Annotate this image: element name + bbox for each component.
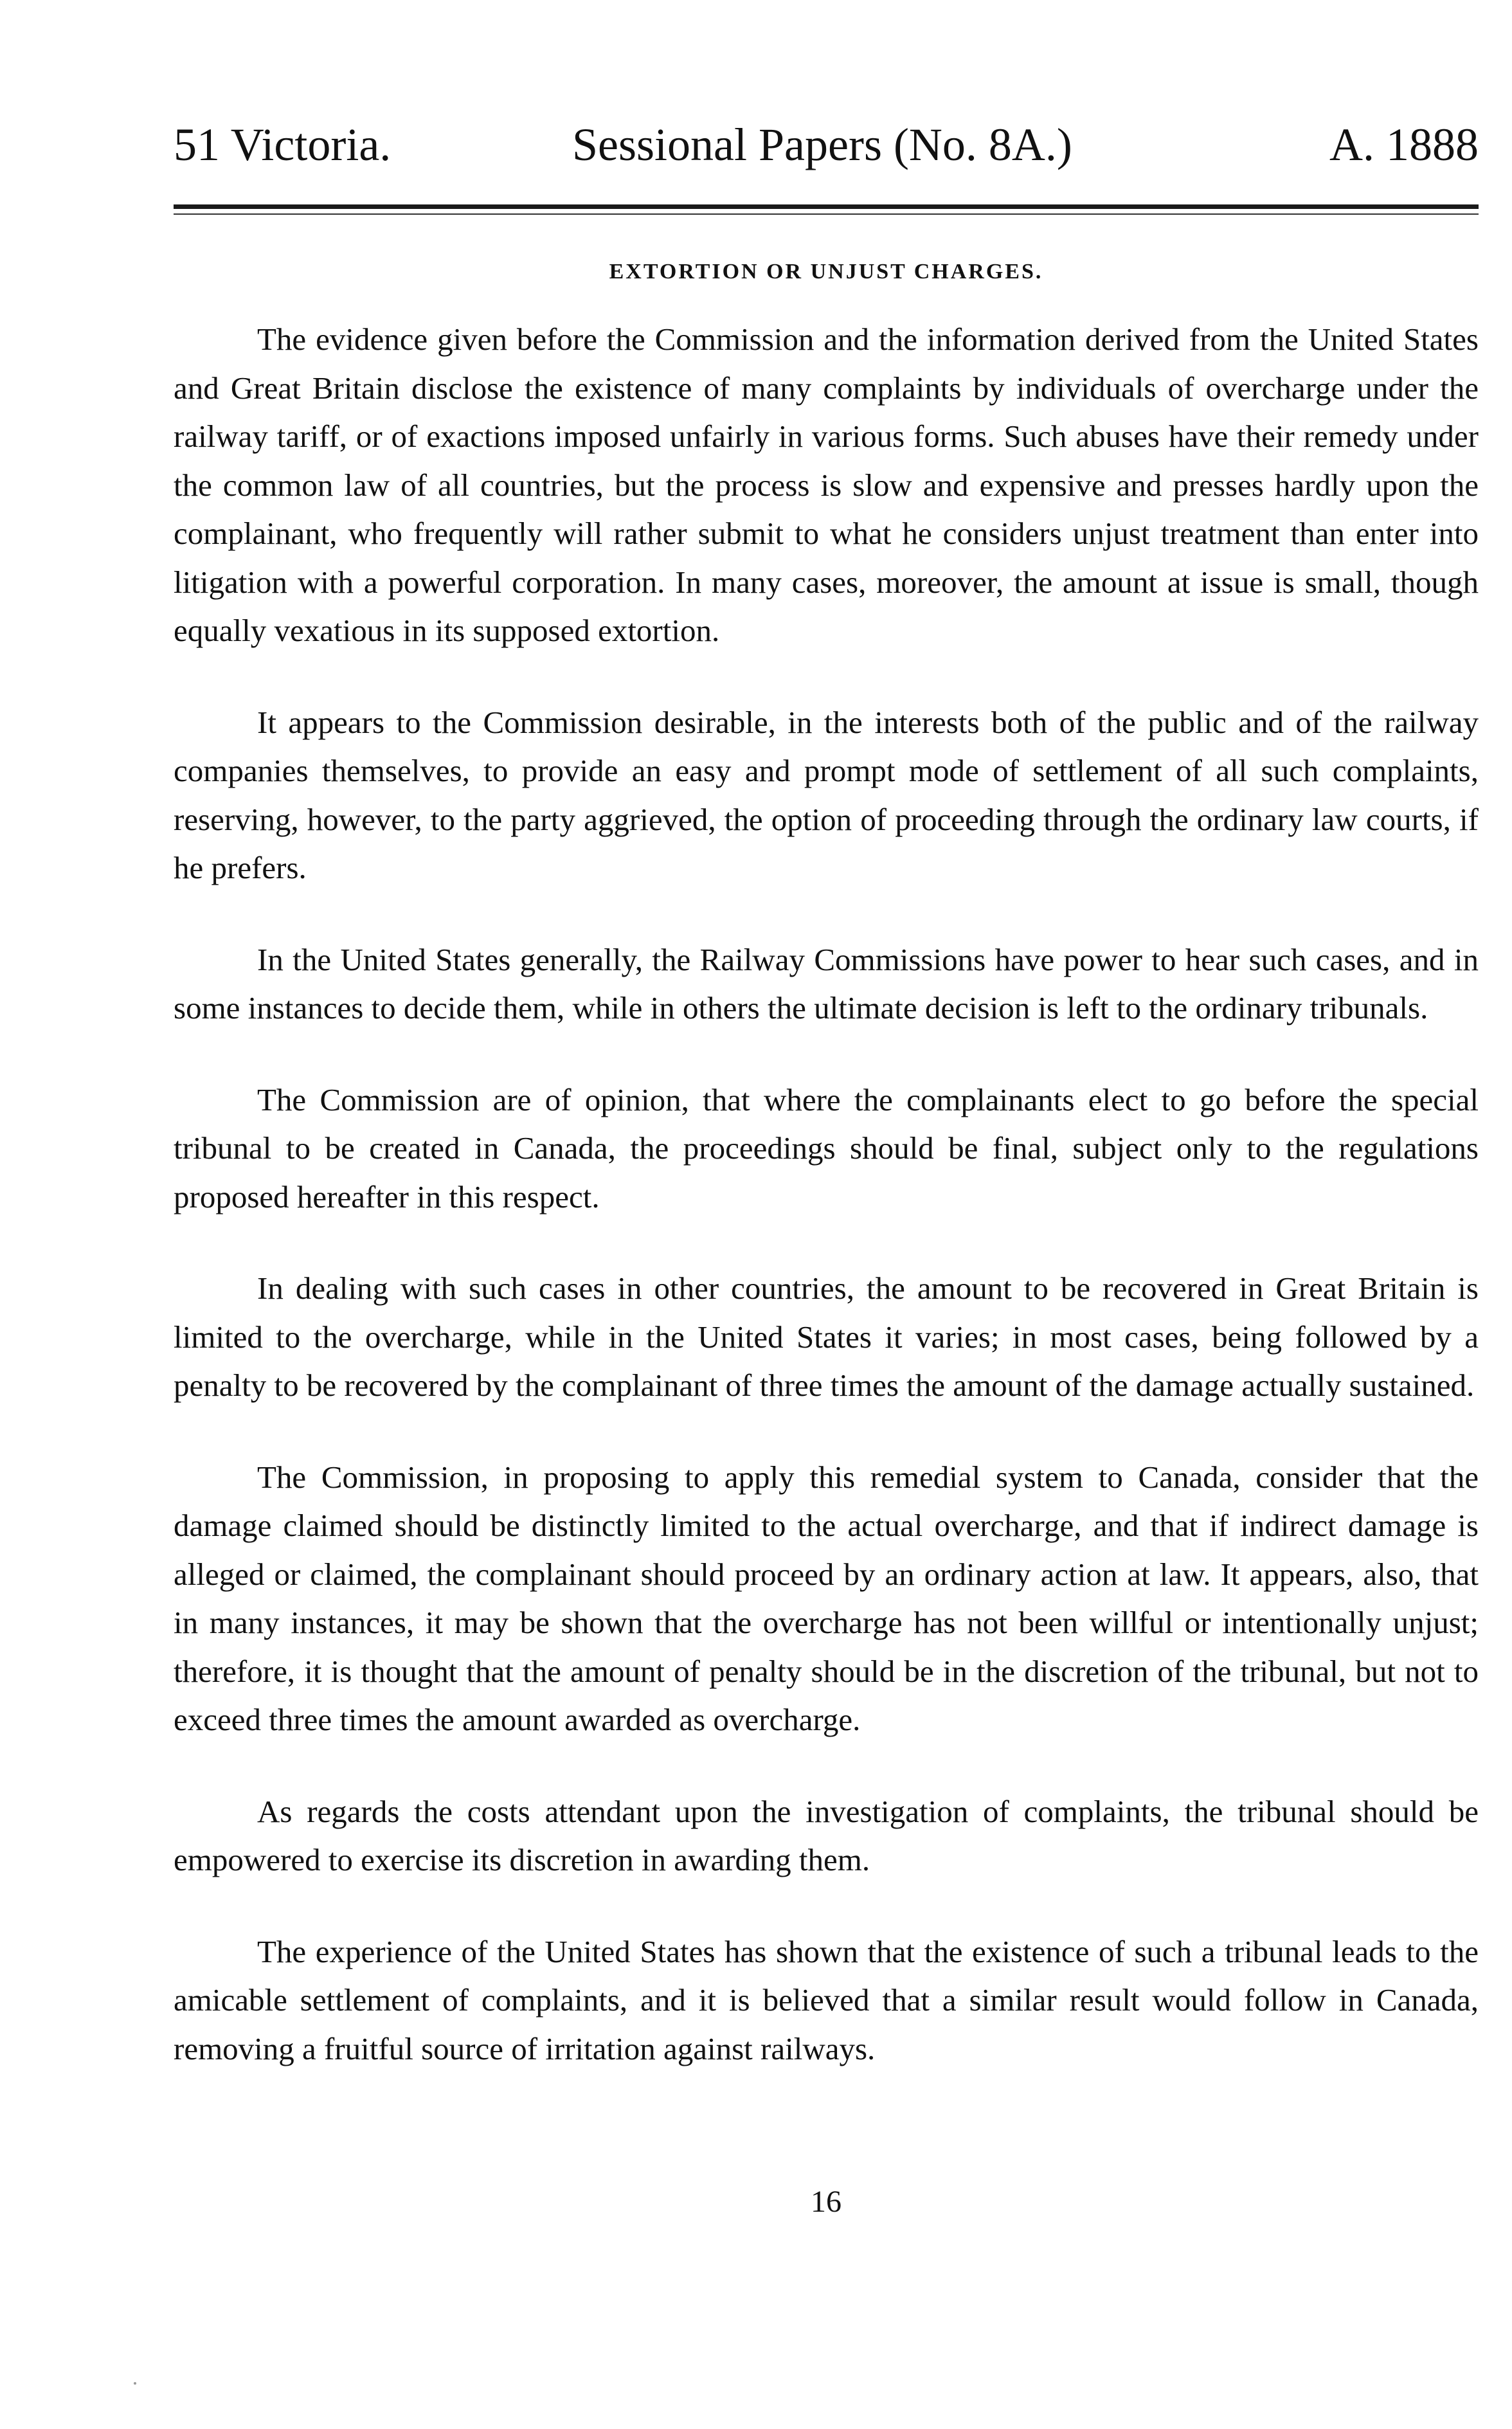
- paragraph: As regards the costs attendant upon the investigation of complaints, the tribunal should be empowered to exercise its discretion in awarding them.: [174, 1793, 1479, 1877]
- scan-speck: [134, 2382, 136, 2385]
- header-rule-thick: [174, 204, 1479, 209]
- paragraph: In dealing with such cases in other countries, the amount to be recovered in Great Britain is limited to the overcharge, while in the United States it varies; in most cases, being followed by a penalty to be recovered by the complainant of three times the amount of the damage actually sustained.: [174, 1270, 1479, 1403]
- header-rule-thin: [174, 213, 1479, 215]
- paragraph: The experience of the United States has shown that the existence of such a tribunal leads to the amicable settlement of complaints, and it is believed that a similar result would follow in Canada, removing a fruitful source of irritation against railways.: [174, 1933, 1479, 2066]
- paragraph: In the United States generally, the Railway Commissions have power to hear such cases, and in some instances to decide them, while in others the ultimate decision is left to the ordinary tribunals.: [174, 941, 1479, 1025]
- paragraph: It appears to the Commission desirable, in the interests both of the public and of the railway companies themselves, to provide an easy and prompt mode of settlement of all such complaints, reserving, however, to the party aggrieved, the option of proceeding through the ordinary law courts, if he prefers.: [174, 704, 1479, 885]
- header-regnal-year: 51 Victoria.: [174, 119, 392, 170]
- paragraph: The evidence given before the Commission and the information derived from the United States and Great Britain disclose the existence of many complaints by individuals of overcharge under the railway tariff, or of exactions imposed unfairly in various forms. Such abuses have their remedy under the common law of all countries, but the process is slow and expensive and presses hardly upon the complainant, who frequently will rather submit to what he considers unjust treatment than enter into litigation with a powerful corporation. In many cases, moreover, the amount at issue is small, though equally vexatious in its supposed extortion.: [174, 321, 1479, 648]
- running-header: [174, 109, 1479, 180]
- section-title: EXTORTION OR UNJUST CHARGES.: [609, 260, 1043, 284]
- header-sessional-papers: Sessional Papers (No. 8A.): [572, 119, 1072, 170]
- header-year: A. 1888: [1329, 119, 1479, 170]
- page-number: 16: [811, 2185, 842, 2219]
- paragraph: The Commission are of opinion, that where the complainants elect to go before the special tribunal to be created in Canada, the proceedings should be final, subject only to the regulations proposed hereafter in this respect.: [174, 1081, 1479, 1214]
- body-text: [174, 315, 1479, 2116]
- paragraph: The Commission, in proposing to apply this remedial system to Canada, consider that the damage claimed should be distinctly limited to the actual overcharge, and that if indirect damage is alleged or claimed, the complainant should proceed by an ordinary action at law. It appears, also, that in many instances, it may be shown that the overcharge has not been willful or intentionally unjust; therefore, it is thought that the amount of penalty should be in the discretion of the tribunal, but not to exceed three times the amount awarded as overcharge.: [174, 1459, 1479, 1737]
